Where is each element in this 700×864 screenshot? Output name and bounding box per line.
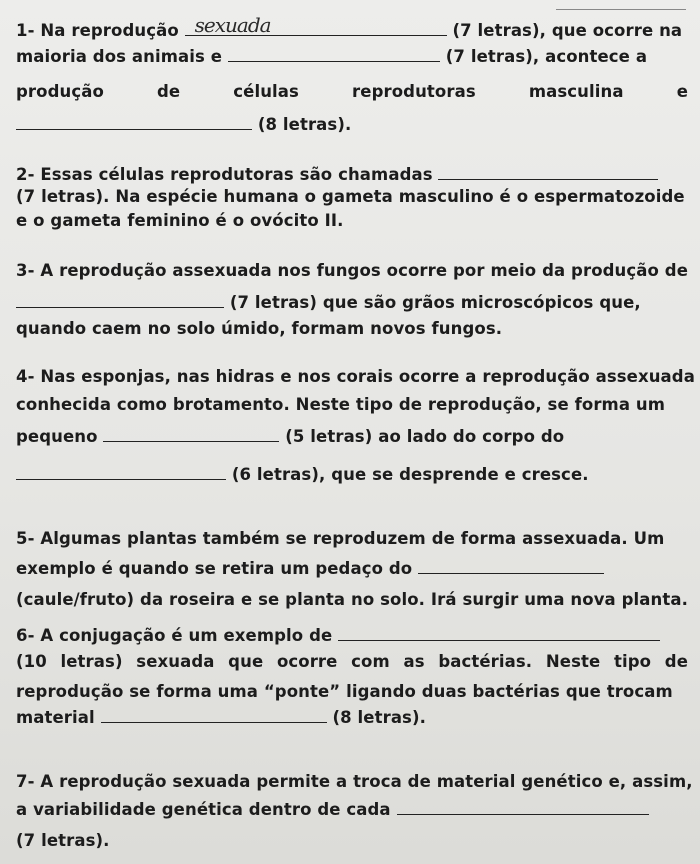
q2-text: 2- Essas células reprodutoras são chamadas [16, 165, 439, 184]
q1-text: (7 letras), que ocorre na [446, 21, 683, 40]
q6-text: (8 letras). [326, 708, 426, 727]
q1-line-3: produção de células reprodutoras masculina e [16, 82, 688, 101]
q1-blank-3[interactable] [16, 112, 252, 130]
q4-line-1: 4- Nas esponjas, nas hidras e nos corais ocorre a reprodução assexuada [16, 367, 695, 386]
q5-line-3: (caule/fruto) da roseira e se planta no solo. Irá surgir uma nova planta. [16, 590, 688, 609]
q2-line-3: e o gameta feminino é o ovócito II. [16, 211, 344, 230]
q3-line-1: 3- A reprodução assexuada nos fungos ocorre por meio da produção de [16, 261, 689, 280]
q2-blank-1[interactable] [438, 162, 658, 180]
q6-line-3: reprodução se forma uma “ponte” ligando duas bactérias que trocam [16, 682, 673, 701]
q1-line-4 [16, 112, 351, 136]
q5-line-1: 5- Algumas plantas também se reproduzem de forma assexuada. Um [16, 529, 665, 548]
q6-text: material [16, 708, 101, 727]
q6-text: 6- A conjugação é um exemplo de [16, 626, 339, 645]
q1-line-2 [16, 44, 647, 68]
q1-handwritten-answer: sexuada [194, 13, 271, 37]
q1-line-1 [16, 13, 683, 42]
q1-text: 1- Na reprodução [16, 21, 185, 40]
q1-text: maioria dos animais e [16, 47, 228, 66]
q5-blank-1[interactable] [418, 556, 604, 574]
q2-line-1 [16, 162, 658, 186]
q3-blank-1[interactable] [16, 290, 224, 308]
q7-blank-1[interactable] [397, 797, 649, 815]
q6-blank-1[interactable] [338, 623, 660, 641]
q1-blank-2[interactable] [228, 44, 440, 62]
q7-line-3: (7 letras). [16, 831, 110, 850]
q3-line-2 [16, 290, 641, 314]
q4-text: (5 letras) ao lado do corpo do [279, 427, 565, 446]
q4-line-2: conhecida como brotamento. Neste tipo de reprodução, se forma um [16, 395, 666, 414]
q4-line-3 [16, 424, 564, 448]
q4-text: pequeno [16, 427, 104, 446]
q5-line-2 [16, 556, 604, 580]
q6-blank-2[interactable] [101, 705, 327, 723]
q1-text: (7 letras), acontece a [439, 47, 648, 66]
q6-line-2: (10 letras) sexuada que ocorre com as bactérias. Neste tipo de [16, 652, 688, 671]
q5-text: exemplo é quando se retira um pedaço do [16, 559, 419, 578]
q6-line-4 [16, 705, 426, 729]
q4-blank-2[interactable] [16, 462, 226, 480]
q4-line-4 [16, 462, 589, 486]
q2-line-2: (7 letras). Na espécie humana o gameta masculino é o espermatozoide [16, 187, 685, 206]
q4-blank-1[interactable] [103, 424, 279, 442]
q1-text: (8 letras). [252, 115, 352, 134]
page-edge-line [556, 9, 686, 10]
q7-text: a variabilidade genética dentro de cada [16, 800, 397, 819]
q3-text: (7 letras) que são grãos microscópicos que, [224, 293, 641, 312]
q1-blank-1[interactable] [185, 13, 447, 37]
q3-line-3: quando caem no solo úmido, formam novos fungos. [16, 319, 503, 338]
q7-line-2 [16, 797, 649, 821]
q7-line-1: 7- A reprodução sexuada permite a troca de material genético e, assim, [16, 772, 693, 791]
q4-text: (6 letras), que se desprende e cresce. [226, 465, 589, 484]
q6-line-1 [16, 623, 660, 647]
